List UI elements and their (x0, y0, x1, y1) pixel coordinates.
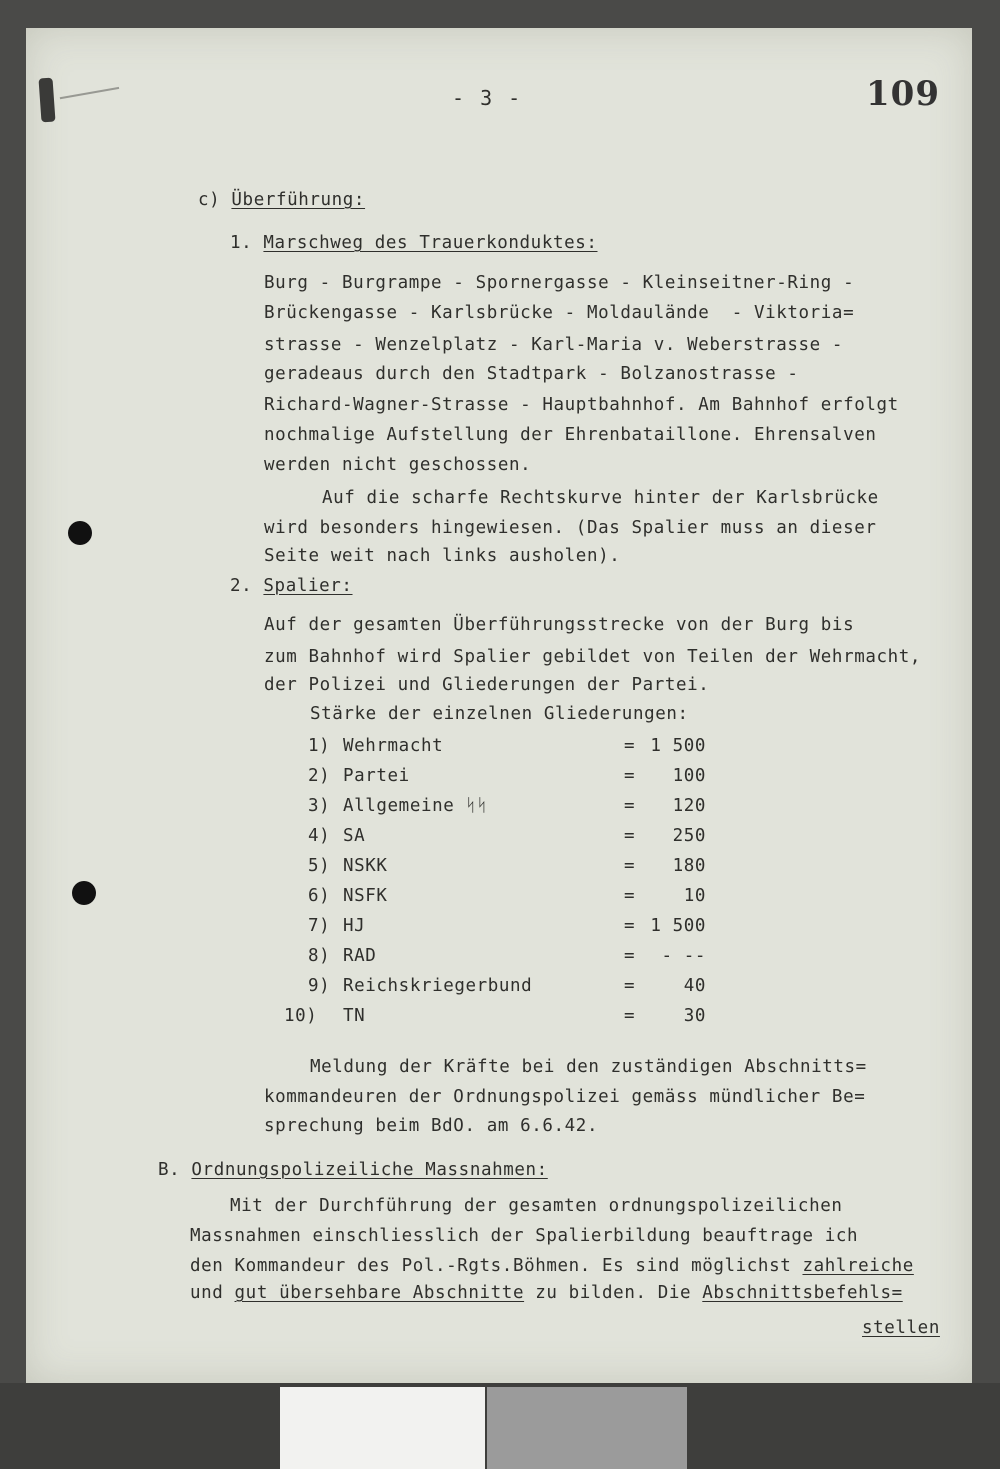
table-row-equals: = (624, 916, 636, 936)
table-row-equals: = (624, 946, 636, 966)
route-line: Brückengasse - Karlsbrücke - Moldauländе - Viktoria= (264, 303, 855, 323)
table-row-value: 1 500 (650, 736, 706, 756)
table-row-number: 7) (308, 916, 331, 936)
note-line: Seite weit nach links ausholen). (264, 546, 621, 566)
table-row-value: 40 (683, 976, 706, 996)
table-row-number: 3) (308, 796, 331, 816)
section-b-title: Ordnungspolizeiliche Massnahmen: (191, 1160, 548, 1180)
spalier-line: der Polizei und Gliederungen der Partei. (264, 675, 710, 695)
table-row-equals: = (624, 736, 636, 756)
report-line: Meldung der Kräfte bei den zuständigen Abschnitts= (310, 1057, 867, 1077)
table-row-name: RAD (343, 946, 377, 966)
strength-heading: Stärke der einzelnen Gliederungen: (310, 704, 689, 724)
folio-number: 109 (866, 74, 940, 114)
measures-line: Massnahmen einschliesslich der Spalierbildung beauftrage ich (190, 1226, 859, 1246)
section-c-heading: c) Überführung: (198, 190, 366, 210)
report-line: sprechung beim BdO. am 6.6.42. (264, 1116, 599, 1136)
item-1-title: 1. Marschweg des Trauerkonduktes: (230, 233, 598, 253)
note-line: Auf die scharfe Rechtskurve hinter der Karlsbrücke (322, 488, 879, 508)
item-2-title-text: Spalier: (263, 576, 353, 596)
table-row-name: Reichskriegerbund (343, 976, 533, 996)
table-row-value: 10 (683, 886, 706, 906)
table-row-name: Allgemeine ᛋᛋ (343, 796, 488, 816)
table-row-name: TN (343, 1006, 366, 1026)
table-row-number: 4) (308, 826, 331, 846)
table-row-number: 9) (308, 976, 331, 996)
table-row-value: 30 (683, 1006, 706, 1026)
table-row-equals: = (624, 766, 636, 786)
white-calibration-patch (280, 1387, 485, 1469)
spalier-line: Auf der gesamten Überführungsstrecke von der Burg bis (264, 615, 855, 635)
punch-hole-lower (72, 881, 96, 905)
section-b-heading: B. Ordnungspolizeiliche Massnahmen: (158, 1160, 548, 1180)
route-line: Burg - Burgrampe - Spornergasse - Kleinseitner-Ring - (264, 273, 855, 293)
measures-line: den Kommandeur des Pol.-Rgts.Böhmen. Es sind möglichst zahlreiche (190, 1256, 914, 1276)
table-row-name: NSKK (343, 856, 388, 876)
measures-line: Mit der Durchführung der gesamten ordnungspolizeilichen (230, 1196, 843, 1216)
page-number: - 3 - (452, 86, 523, 110)
route-line: Richard-Wagner-Strasse - Hauptbahnhof. Am Bahnhof erfolgt (264, 395, 899, 415)
route-line: nochmalige Aufstellung der Ehrenbataillone. Ehrensalven (264, 425, 877, 445)
table-row-value: 120 (672, 796, 706, 816)
route-line: werden nicht geschossen. (264, 455, 532, 475)
table-row-equals: = (624, 826, 636, 846)
item-2-title: 2. Spalier: (230, 576, 353, 596)
table-row-name: HJ (343, 916, 366, 936)
binder-mark (38, 78, 55, 123)
table-row-equals: = (624, 1006, 636, 1026)
table-row-value: 250 (672, 826, 706, 846)
table-row-name: Partei (343, 766, 410, 786)
measures-line: und gut übersehbare Abschnitte zu bilden. Die Abschnittsbefehls= (190, 1283, 903, 1303)
table-row-value: - -- (661, 946, 706, 966)
table-row-equals: = (624, 796, 636, 816)
punch-hole-upper (68, 521, 92, 545)
report-line: kommandeuren der Ordnungspolizei gemäss mündlicher Be= (264, 1087, 866, 1107)
measures-continuation: stellen (862, 1318, 940, 1338)
table-row-value: 1 500 (650, 916, 706, 936)
table-row-number: 10) (284, 1006, 318, 1026)
table-row-number: 1) (308, 736, 331, 756)
table-row-equals: = (624, 886, 636, 906)
table-row-name: SA (343, 826, 366, 846)
spalier-line: zum Bahnhof wird Spalier gebildet von Teilen der Wehrmacht, (264, 647, 922, 667)
gray-calibration-patch (487, 1387, 687, 1469)
route-line: geradeaus durch den Stadtpark - Bolzanostrasse - (264, 364, 799, 384)
table-row-name: NSFK (343, 886, 388, 906)
table-row-value: 100 (672, 766, 706, 786)
table-row-number: 2) (308, 766, 331, 786)
table-row-value: 180 (672, 856, 706, 876)
table-row-equals: = (624, 856, 636, 876)
section-c-title: Überführung: (231, 190, 366, 210)
note-line: wird besonders hingewiesen. (Das Spalier muss an dieser (264, 518, 877, 538)
table-row-number: 6) (308, 886, 331, 906)
table-row-equals: = (624, 976, 636, 996)
table-row-name: Wehrmacht (343, 736, 444, 756)
item-1-title-text: Marschweg des Trauerkonduktes: (263, 233, 598, 253)
table-row-number: 5) (308, 856, 331, 876)
table-row-number: 8) (308, 946, 331, 966)
route-line: strasse - Wenzelplatz - Karl-Maria v. Weberstrasse - (264, 335, 844, 355)
